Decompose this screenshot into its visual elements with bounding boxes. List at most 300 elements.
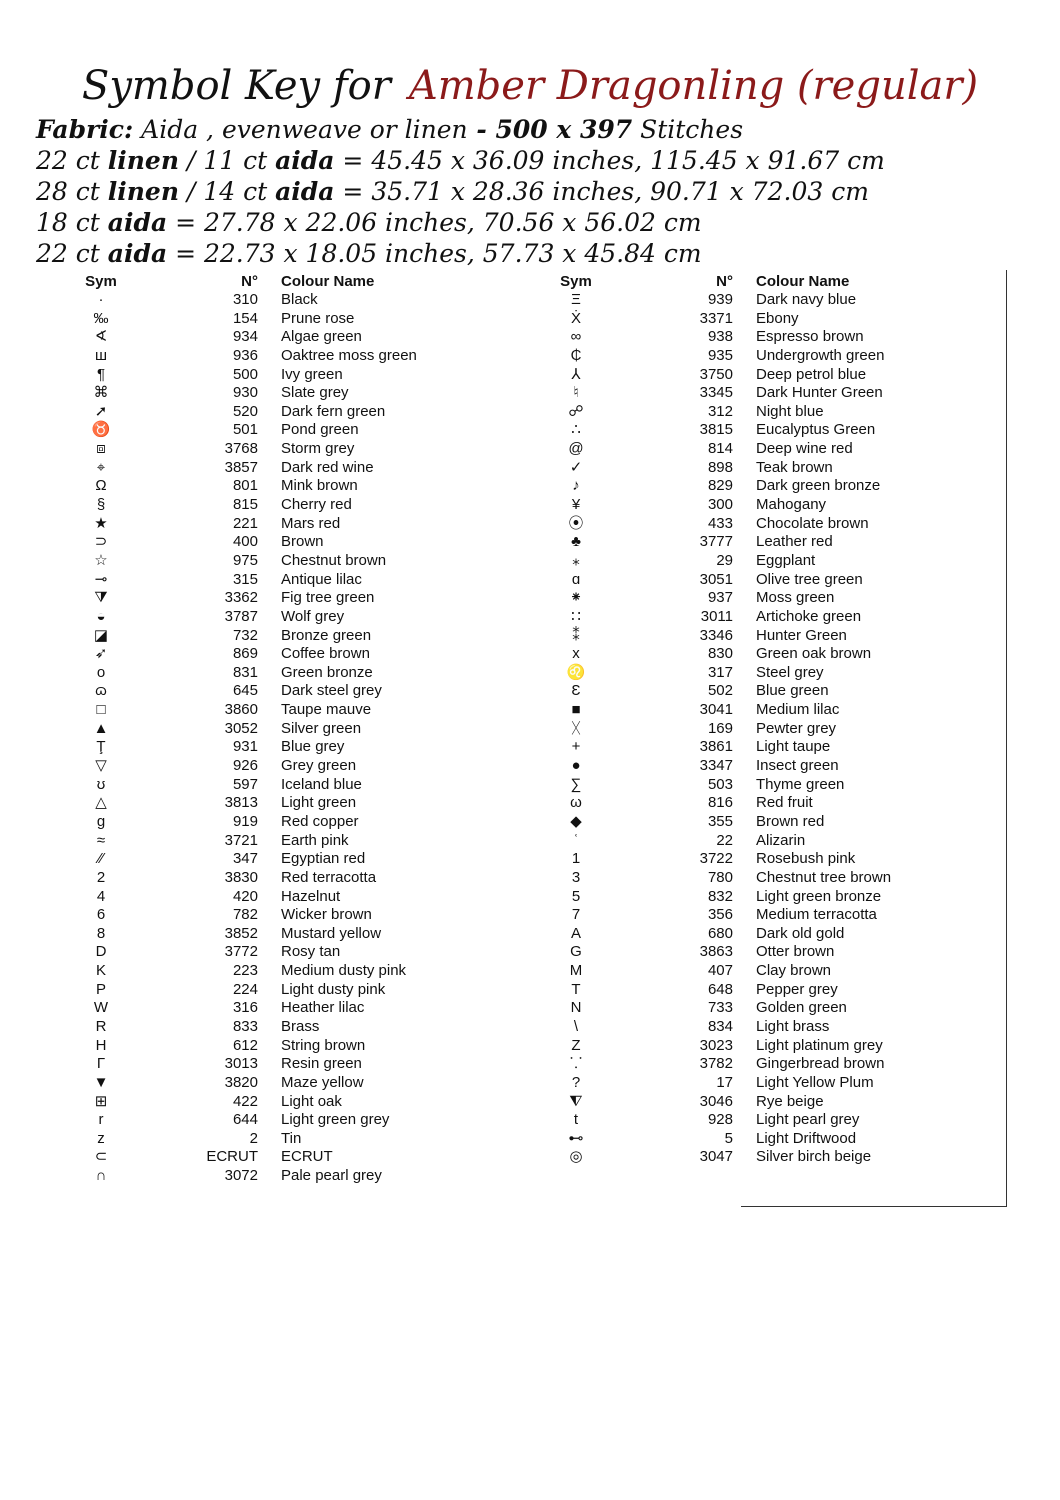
number-cell: 612 [232,1036,258,1054]
symbol-cell: ⁑ [572,626,580,644]
number-cell: 300 [707,496,733,514]
header-number: N° [716,273,733,290]
number-cell: 317 [707,663,733,681]
number-cell: 938 [707,328,733,346]
number-cell: 935 [707,346,733,364]
number-cell: 801 [232,477,258,495]
fabric-dash: - [467,115,496,144]
size-fabric: aida [275,146,335,175]
table-border-bottom [741,1206,1007,1207]
colour-name-cell: Rosebush pink [756,850,856,868]
symbol-cell: ₵ [570,346,582,364]
number-cell: 3023 [699,1036,733,1054]
number-cell: 936 [232,346,258,364]
number-cell: 422 [232,1092,258,1110]
symbol-cell: ∞ [570,328,582,346]
colour-name-cell: Pewter grey [756,719,837,737]
number-cell: 2 [249,1129,258,1147]
number-cell: 3072 [224,1167,258,1185]
number-cell: 597 [232,775,258,793]
size-dimensions: = 45.45 x 36.09 inches, 115.45 x 91.67 cm [334,146,885,175]
colour-name-cell: Green bronze [281,663,373,681]
symbol-cell: ♣ [571,533,581,551]
symbol-cell: ➚ [94,402,108,420]
colour-name-cell: Alizarin [756,831,806,849]
symbol-cell: + [571,738,581,756]
symbol-cell: ♉ [91,421,111,439]
size-fabric: linen [107,177,180,206]
colour-name-cell: Heather lilac [281,999,365,1017]
colour-name-cell: Light taupe [756,738,831,756]
colour-name-cell: Grey green [281,757,357,775]
symbol-cell: Ω [95,477,107,495]
colour-name-cell: Ebony [756,309,799,327]
symbol-cell: P [95,980,106,998]
number-cell: 407 [707,962,733,980]
number-cell: 780 [707,868,733,886]
number-cell: 312 [707,402,733,420]
colour-name-cell: Dark old gold [756,924,845,942]
symbol-cell: ∴ [571,421,581,439]
symbol-cell: ★ [94,514,108,532]
symbol-cell: ɑ [571,570,581,588]
symbol-cell: ▼ [93,1073,109,1091]
size-count: / 14 ct [179,177,276,206]
colour-name-cell: Gingerbread brown [756,1055,885,1073]
colour-name-cell: Blue grey [281,738,345,756]
number-cell: 315 [232,570,258,588]
number-cell: 3362 [224,589,258,607]
header-colour-name: Colour Name [756,273,850,290]
symbol-cell: o [96,663,106,681]
colour-name-cell: Antique lilac [281,570,362,588]
symbol-cell: ? [571,1073,581,1091]
header-number: N° [241,273,258,290]
symbol-cell: ♪ [572,477,580,495]
colour-name-cell: Red fruit [756,794,813,812]
symbol-cell: ᚷ [571,719,581,737]
colour-name-cell: Hazelnut [281,887,341,905]
colour-name-cell: Mustard yellow [281,924,382,942]
colour-name-cell: Silver birch beige [756,1148,872,1166]
number-cell: 169 [707,719,733,737]
colour-name-cell: Light Driftwood [756,1129,857,1147]
number-cell: 937 [707,589,733,607]
symbol-cell: § [96,496,106,514]
symbol-cell: ♌ [566,663,586,681]
number-cell: 420 [232,887,258,905]
colour-name-cell: Mink brown [281,477,358,495]
number-cell: 815 [232,496,258,514]
number-cell: 502 [707,682,733,700]
colour-name-cell: Dark navy blue [756,291,857,308]
number-cell: 310 [232,291,258,308]
size-line-22ct-aida [36,238,1046,269]
number-cell: 3813 [224,794,258,812]
number-cell: 3815 [699,421,733,439]
number-cell: 926 [232,757,258,775]
colour-name-cell: Ivy green [281,365,343,383]
colour-name-cell: Brown red [756,812,825,830]
number-cell: 644 [232,1111,258,1129]
size-count: 28 ct [36,177,108,206]
colour-name-cell: Dark steel grey [281,682,382,700]
colour-name-cell: Tin [281,1129,302,1147]
number-cell: 3852 [224,924,258,942]
size-dimensions: = 27.78 x 22.06 inches, 70.56 x 56.02 cm [167,208,702,237]
number-cell: 816 [707,794,733,812]
number-cell: 3830 [224,868,258,886]
symbol-cell: ∑ [570,775,582,793]
number-cell: 732 [232,626,258,644]
symbol-cell: ⊞ [94,1092,108,1110]
symbol-cell: M [569,962,583,980]
colour-name-cell: Light green [281,794,357,812]
number-cell: 503 [707,775,733,793]
colour-name-cell: Medium terracotta [756,906,877,924]
symbol-cell: ◪ [93,626,109,644]
number-cell: 831 [232,663,258,681]
colour-name-cell: Light platinum grey [756,1036,883,1054]
size-count: 22 ct [36,239,108,268]
symbol-cell: ⧈ [96,440,106,458]
number-cell: 316 [232,999,258,1017]
symbol-cell: Ξ [571,291,581,308]
symbol-cell: D [95,943,107,961]
symbol-cell: A [570,924,581,942]
colour-name-cell: Blue green [756,682,829,700]
symbol-cell: ¶ [96,365,106,383]
colour-name-cell: String brown [281,1036,366,1054]
symbol-cell: ⊂ [94,1148,108,1166]
colour-name-cell: Dark red wine [281,458,374,476]
number-cell: 869 [232,645,258,663]
number-cell: 29 [716,551,733,569]
colour-name-cell: Dark fern green [281,402,386,420]
number-cell: 3861 [699,738,733,756]
colour-name-cell: Maze yellow [281,1073,364,1091]
colour-name-cell: Algae green [281,328,362,346]
number-cell: 782 [232,906,258,924]
number-cell: 3345 [699,384,733,402]
colour-name-cell: Deep wine red [756,440,853,458]
number-cell: 5 [724,1129,733,1147]
number-cell: 3041 [699,701,733,719]
symbol-cell: t [573,1111,579,1129]
size-dimensions: = 22.73 x 18.05 inches, 57.73 x 45.84 cm [167,239,702,268]
symbol-cell: ∢ [94,328,108,346]
symbol-cell: K [95,962,106,980]
number-cell: 648 [707,980,733,998]
symbol-cell: ☍ [568,402,584,420]
symbol-cell: ⌘ [93,384,109,402]
number-cell: 934 [232,328,258,346]
colour-name-cell: Mahogany [756,496,827,514]
colour-name-cell: Silver green [281,719,362,737]
symbol-cell: Ɛ [571,682,581,700]
number-cell: 3820 [224,1073,258,1091]
number-cell: 356 [707,906,733,924]
colour-name-cell: Light brass [756,1017,830,1035]
number-cell: 919 [232,812,258,830]
symbol-cell: ɷ [95,682,107,700]
size-dimensions: = 35.71 x 28.36 inches, 90.71 x 72.03 cm [334,177,869,206]
number-cell: 3772 [224,943,258,961]
symbol-cell: 2 [96,868,106,886]
symbol-cell: ʊ [96,775,106,793]
colour-name-cell: Hunter Green [756,626,847,644]
symbol-cell: ω [570,794,582,812]
size-line-22ct-linen [36,145,1046,176]
colour-name-cell: Cherry red [281,496,352,514]
number-cell: 3046 [699,1092,733,1110]
number-cell: 680 [707,924,733,942]
symbol-cell: ¥ [571,496,581,514]
colour-name-cell: Mars red [281,514,341,532]
symbol-cell: 7 [571,906,581,924]
colour-name-cell: Leather red [756,533,833,551]
symbol-cell: G [570,943,582,961]
symbol-cell: Ţ [96,738,106,756]
number-cell: 400 [232,533,258,551]
number-cell: 645 [232,682,258,700]
number-cell: 3782 [699,1055,733,1073]
number-cell: 832 [707,887,733,905]
symbol-cell: ✓ [569,458,583,476]
symbol-cell: ☆ [94,551,108,569]
symbol-cell: ≈ [96,831,106,849]
colour-name-cell: ECRUT [281,1148,333,1166]
colour-name-cell: Resin green [281,1055,362,1073]
symbol-cell: ⧩ [94,589,108,607]
size-line-18ct-aida [36,207,1046,238]
colour-name-cell: Black [281,291,318,308]
page-title [0,56,1060,116]
fabric-info [36,114,1046,269]
colour-name-cell: Pale pearl grey [281,1167,382,1185]
colour-name-cell: Brown [281,533,324,551]
colour-name-cell: Oaktree moss green [281,346,417,364]
symbol-cell: 4 [96,887,106,905]
stitch-count: 500 x 397 [495,115,633,144]
table-border-right [1006,270,1007,1207]
symbol-cell: 8 [96,924,106,942]
colour-name-cell: Taupe mauve [281,701,372,719]
symbol-cell: ∷ [571,607,581,625]
number-cell: 154 [232,309,258,327]
colour-name-cell: Coffee brown [281,645,370,663]
number-cell: 3047 [699,1148,733,1166]
number-cell: 3722 [699,850,733,868]
colour-name-cell: Green oak brown [756,645,872,663]
colour-name-cell: Wicker brown [281,906,372,924]
colour-name-cell: Dark green bronze [756,477,881,495]
number-cell: ECRUT [206,1148,258,1166]
symbol-cell: ● [571,757,581,775]
colour-name-cell: Egyptian red [281,850,366,868]
number-cell: 347 [232,850,258,868]
symbol-cell: ◆ [570,812,582,830]
colour-name-cell: Undergrowth green [756,346,885,364]
size-fabric: aida [275,177,335,206]
number-cell: 975 [232,551,258,569]
symbol-cell: g [96,812,106,830]
symbol-cell: ш [94,346,108,364]
number-cell: 3857 [224,458,258,476]
number-cell: 931 [232,738,258,756]
symbol-cell: 1 [571,850,581,868]
colour-name-cell: Brass [281,1017,320,1035]
colour-name-cell: Light green bronze [756,887,882,905]
colour-name-cell: Eucalyptus Green [756,421,876,439]
symbol-cell: ⸪ [569,1055,583,1073]
number-cell: 939 [707,291,733,308]
symbol-cell: Ẋ [570,309,581,327]
size-count: / 11 ct [179,146,276,175]
colour-name-cell: Chestnut tree brown [756,868,892,886]
number-cell: 3777 [699,533,733,551]
colour-name-cell: Pond green [281,421,359,439]
number-cell: 224 [232,980,258,998]
number-cell: 930 [232,384,258,402]
symbol-cell: ⊸ [94,570,108,588]
symbol-cell: R [95,1017,107,1035]
symbol-cell: ⁕ [569,589,583,607]
colour-name-cell: Storm grey [281,440,355,458]
symbol-cell: · [98,291,104,308]
symbol-cell: ▽ [95,757,107,775]
number-cell: 3787 [224,607,258,625]
colour-name-cell: Rosy tan [281,943,341,961]
colour-name-cell: Slate grey [281,384,349,402]
colour-name-cell: Earth pink [281,831,349,849]
stitches-suffix: Stitches [632,115,744,144]
colour-name-cell: Steel grey [756,663,824,681]
colour-name-cell: Chestnut brown [281,551,387,569]
symbol-cell: N [570,999,582,1017]
number-cell: 3346 [699,626,733,644]
fabric-label: Fabric: [36,115,134,144]
symbol-cell: ⅄ [571,365,581,383]
colour-name-cell: Insect green [756,757,839,775]
colour-name-cell: Night blue [756,402,824,420]
symbol-cell: H [95,1036,107,1054]
symbol-cell: ⧨ [569,1092,583,1110]
symbol-cell: □ [96,701,106,719]
symbol-cell: 6 [96,906,106,924]
symbol-cell: T [571,980,581,998]
number-cell: 520 [232,402,258,420]
number-cell: 814 [707,440,733,458]
header-sym: Sym [560,273,592,290]
number-cell: 22 [716,831,733,849]
number-cell: 223 [232,962,258,980]
number-cell: 3750 [699,365,733,383]
colour-name-cell: Medium lilac [756,701,840,719]
colour-name-cell: Teak brown [756,458,833,476]
symbol-cell: z [97,1129,105,1147]
colour-name-cell: Light oak [281,1092,342,1110]
symbol-cell: ◎ [569,1148,583,1166]
colour-name-cell: Clay brown [756,962,832,980]
colour-name-cell: Red copper [281,812,359,830]
colour-name-cell: Medium dusty pink [281,962,407,980]
size-fabric: aida [107,208,168,237]
symbol-cell: @ [568,440,584,458]
colour-name-cell: Light dusty pink [281,980,386,998]
size-count: 18 ct [36,208,108,237]
number-cell: 3052 [224,719,258,737]
number-cell: 733 [707,999,733,1017]
number-cell: 3721 [224,831,258,849]
size-line-28ct-linen [36,176,1046,207]
number-cell: 355 [707,812,733,830]
colour-name-cell: Light pearl grey [756,1111,860,1129]
symbol-cell: ⁎ [572,551,580,569]
colour-name-cell: Moss green [756,589,835,607]
symbol-cell: x [572,645,580,663]
number-cell: 17 [716,1073,733,1091]
number-cell: 834 [707,1017,733,1035]
symbol-cell: ⊃ [94,533,108,551]
size-count: 22 ct [36,146,108,175]
colour-name-cell: Eggplant [756,551,816,569]
number-cell: 221 [232,514,258,532]
colour-name-cell: Rye beige [756,1092,824,1110]
symbol-cell: ■ [571,701,581,719]
symbol-cell: r [98,1111,104,1129]
symbol-cell: ʿ [573,831,579,849]
colour-name-cell: Red terracotta [281,868,377,886]
number-cell: 3863 [699,943,733,961]
number-cell: 829 [707,477,733,495]
colour-name-cell: Prune rose [281,309,355,327]
colour-name-cell: Bronze green [281,626,372,644]
symbol-cell: ‰ [93,309,109,327]
colour-name-cell: Fig tree green [281,589,375,607]
number-cell: 3013 [224,1055,258,1073]
number-cell: 3371 [699,309,733,327]
colour-name-cell: Thyme green [756,775,845,793]
fabric-types: Aida , evenweave or linen [141,115,468,144]
symbol-cell: ◒ [96,607,106,625]
number-cell: 3860 [224,701,258,719]
symbol-cell: 5 [571,887,581,905]
number-cell: 833 [232,1017,258,1035]
number-cell: 3051 [699,570,733,588]
symbol-cell: △ [95,794,107,812]
colour-name-cell: Wolf grey [281,607,345,625]
size-fabric: linen [107,146,180,175]
symbol-cell: ▲ [93,719,109,737]
number-cell: 501 [232,421,258,439]
colour-name-cell: Espresso brown [756,328,864,346]
colour-name-cell: Chocolate brown [756,514,869,532]
colour-name-cell: Light green grey [281,1111,390,1129]
colour-name-cell: Iceland blue [281,775,362,793]
fabric-line [36,114,1046,145]
symbol-cell: ♮ [573,384,579,402]
number-cell: 3011 [700,607,733,625]
number-cell: 433 [707,514,733,532]
colour-name-cell: Olive tree green [756,570,863,588]
pattern-name: Amber Dragonling (regular) [408,63,979,109]
symbol-cell: ⦿ [568,514,584,532]
symbol-cell: 3 [571,868,581,886]
colour-name-cell: Artichoke green [756,607,862,625]
number-cell: 500 [232,365,258,383]
symbol-cell: W [93,999,109,1017]
